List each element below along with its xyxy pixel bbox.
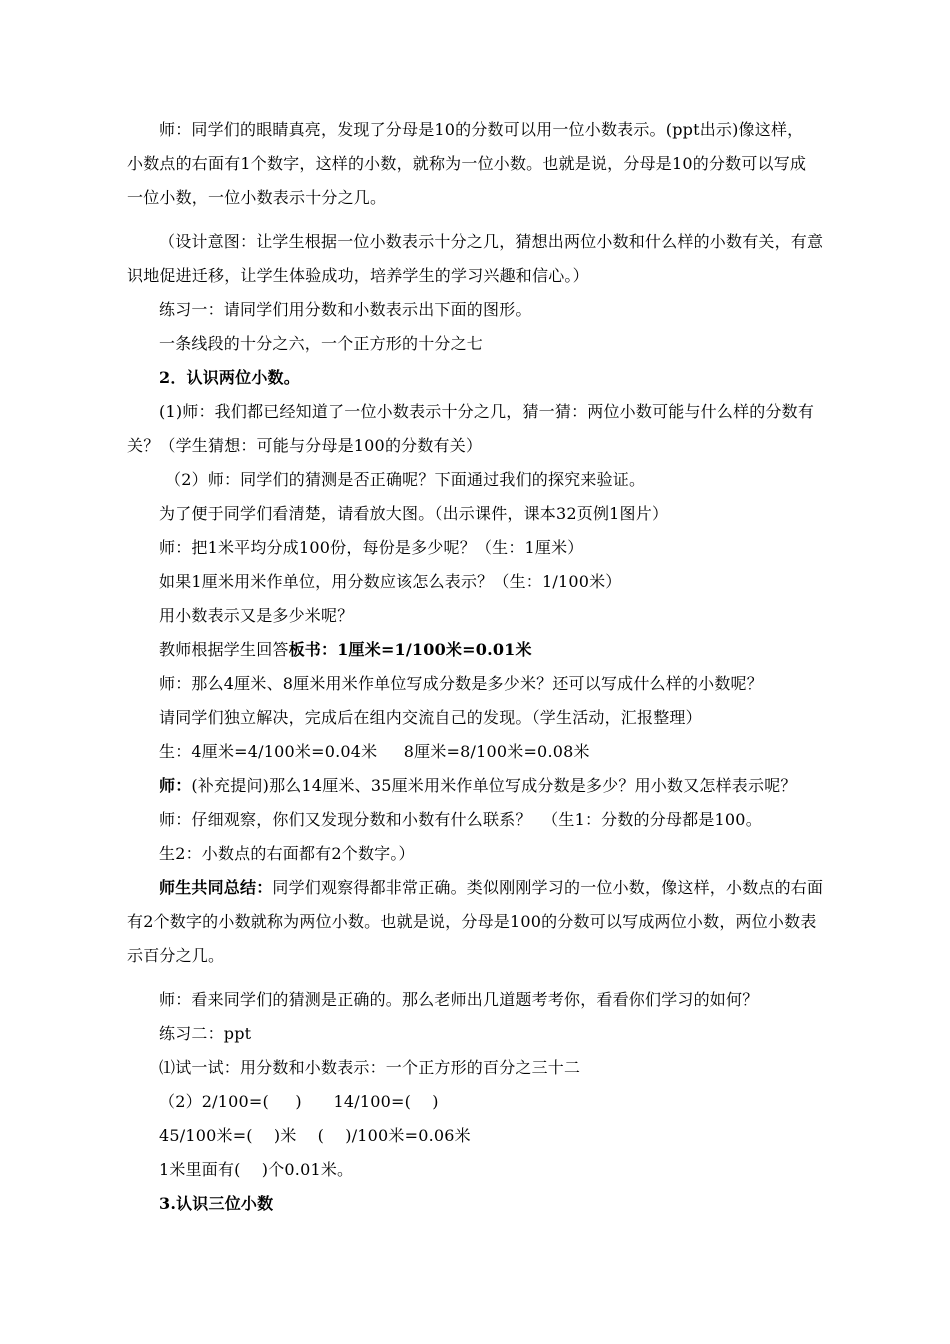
text-line: （2）师：同学们的猜测是否正确呢？下面通过我们的探究来验证。 bbox=[165, 470, 646, 489]
text-segment: 教师根据学生回答 bbox=[159, 640, 289, 659]
speaker-label: 师： bbox=[159, 776, 192, 795]
board-writing: 板书：1厘米=1/100米=0.01米 bbox=[288, 640, 532, 659]
text-line: 用小数表示又是多少米呢？ bbox=[159, 606, 354, 625]
text-segment: (补充提问)那么14厘米、35厘米用米作单位写成分数是多少？用小数又怎样表示呢？ bbox=[191, 776, 797, 795]
text-line bbox=[159, 877, 823, 899]
text-line: 请同学们独立解决，完成后在组内交流自己的发现。（学生活动，汇报整理） bbox=[159, 708, 702, 727]
text-line: 生：4厘米=4/100米=0.04米 8厘米=8/100米=0.08米 bbox=[159, 742, 590, 761]
section-heading: 2．认识两位小数。 bbox=[159, 368, 300, 387]
text-line: 师：那么4厘米、8厘米用米作单位写成分数是多少米？还可以写成什么样的小数呢？ bbox=[159, 674, 763, 693]
text-line: 练习二：ppt bbox=[159, 1024, 252, 1043]
text-line: 练习一：请同学们用分数和小数表示出下面的图形。 bbox=[159, 300, 532, 319]
text-line: 为了便于同学们看清楚，请看放大图。（出示课件，课本32页例1图片） bbox=[159, 504, 669, 523]
text-line: 师：同学们的眼睛真亮，发现了分母是10的分数可以用一位小数表示。(ppt出示)像这样， bbox=[159, 120, 804, 139]
text-line: ⑴试一试：用分数和小数表示：一个正方形的百分之三十二 bbox=[159, 1058, 581, 1077]
text-line: 小数点的右面有1个数字，这样的小数，就称为一位小数。也就是说，分母是10的分数可以写成 bbox=[127, 154, 807, 173]
text-line: （设计意图：让学生根据一位小数表示十分之几，猜想出两位小数和什么样的小数有关，有意 bbox=[159, 232, 824, 251]
text-line bbox=[159, 775, 797, 797]
text-line: 师：仔细观察，你们又发现分数和小数有什么联系？ （生1：分数的分母都是100。 bbox=[159, 810, 762, 829]
text-line: 1米里面有( )个0.01米。 bbox=[159, 1160, 354, 1179]
text-line: 一条线段的十分之六，一个正方形的十分之七 bbox=[159, 334, 484, 353]
text-line: 示百分之几。 bbox=[127, 946, 225, 965]
summary-label: 师生共同总结： bbox=[159, 878, 273, 897]
text-line: 如果1厘米用米作单位，用分数应该怎么表示？（生：1/100米） bbox=[159, 572, 622, 591]
text-line: 识地促进迁移，让学生体验成功，培养学生的学习兴趣和信心。） bbox=[127, 266, 589, 285]
text-line: 45/100米=( )米 ( )/100米=0.06米 bbox=[159, 1126, 471, 1145]
text-line: 关？（学生猜想：可能与分母是100的分数有关） bbox=[127, 436, 483, 455]
text-segment: 同学们观察得都非常正确。类似刚刚学习的一位小数，像这样，小数点的右面 bbox=[272, 878, 824, 897]
section-heading: 3.认识三位小数 bbox=[159, 1194, 274, 1213]
text-line: 生2：小数点的右面都有2个数字。） bbox=[159, 844, 415, 863]
text-line: (1)师：我们都已经知道了一位小数表示十分之几，猜一猜：两位小数可能与什么样的分数有 bbox=[159, 402, 815, 421]
text-line: 有2个数字的小数就称为两位小数。也就是说，分母是100的分数可以写成两位小数，两位小数表 bbox=[127, 912, 817, 931]
text-line: 师：把1米平均分成100份，每份是多少呢？（生：1厘米） bbox=[159, 538, 584, 557]
text-line: （2）2/100=( ) 14/100=( ) bbox=[159, 1092, 439, 1111]
text-line bbox=[159, 639, 532, 661]
text-line: 师：看来同学们的猜测是正确的。那么老师出几道题考考你，看看你们学习的如何？ bbox=[159, 990, 759, 1009]
text-line: 一位小数，一位小数表示十分之几。 bbox=[127, 188, 387, 207]
